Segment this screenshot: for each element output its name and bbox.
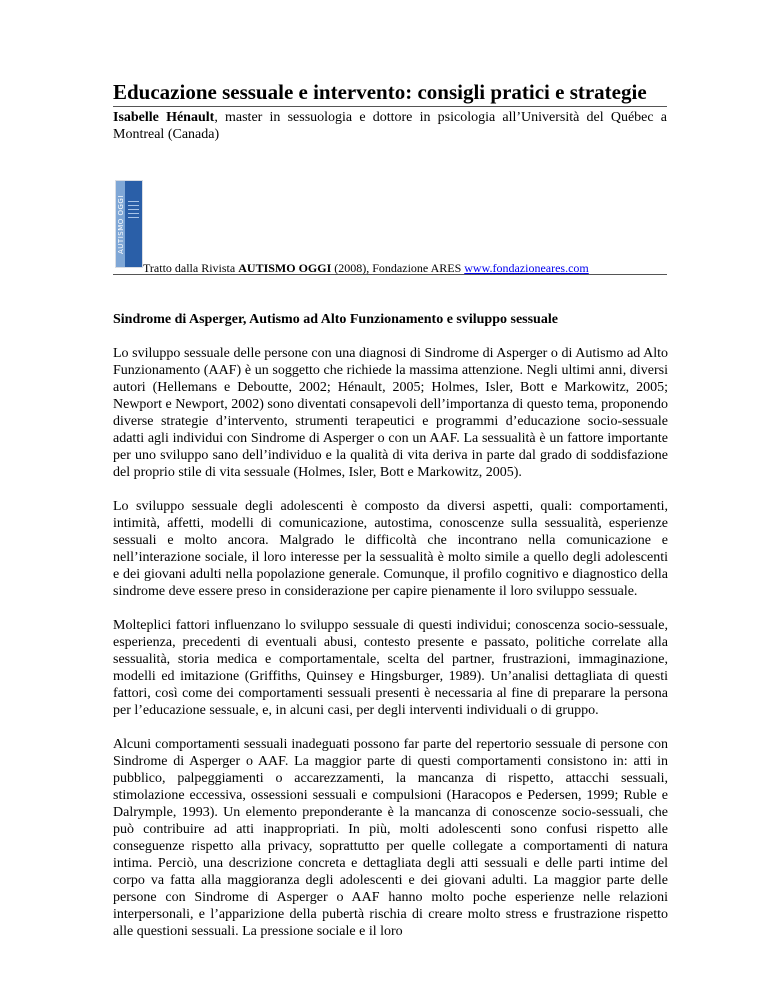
author-credentials: , master in sessuologia e dottore in psicologia all’Università del Québec a Montreal (Canada) xyxy=(113,110,667,142)
title-divider xyxy=(113,106,667,107)
section-heading: Sindrome di Asperger, Autismo ad Alto Funzionamento e sviluppo sessuale xyxy=(113,312,558,327)
author-line xyxy=(113,109,667,143)
source-link[interactable]: www.fondazioneares.com xyxy=(464,261,589,275)
paragraph: Lo sviluppo sessuale degli adolescenti è composto da diversi aspetti, quali: comportamenti, intimità, affetti, modelli di comunicazione, autostima, conoscenze sulla sessualità, esperienze sessuali e molto ancora. Malgrado le difficoltà che incontrano nella comunicazione e nell’interazione sociale, il loro interesse per la sessualità è molto simile a quello degli adolescenti e dei giovani adulti nella popolazione generale. Comunque, il profilo cognitivo e diagnostico della sindrome deve essere preso in considerazione per capire pienamente il loro sviluppo sessuale. xyxy=(113,499,668,599)
paragraph: Molteplici fattori influenzano lo sviluppo sessuale di questi individui; conoscenza socio-sessuale, esperienza, precedenti di eventuali abusi, contesto presente e passato, politiche correlate alla sessualità, storia medica e comportamentale, scelta del partner, frustrazioni, immaginazione, modelli ed imitazione (Griffiths, Quinsey e Hingsburger, 1989). Un’analisi dettagliata di questi fattori, così come dei comportamenti sessuali presenti è necessaria al fine di preparare la persona per l’educazione sessuale, e, in alcuni casi, per degli interventi individuali o di gruppo. xyxy=(113,618,668,718)
source-credit xyxy=(143,261,667,275)
body-text xyxy=(113,345,668,957)
header-divider xyxy=(113,274,667,275)
magazine-cover-image xyxy=(115,180,143,268)
author-name: Isabelle Hénault xyxy=(113,110,215,125)
paragraph: Lo sviluppo sessuale delle persone con una diagnosi di Sindrome di Asperger o di Autismo ad Alto Funzionamento (AAF) è un soggetto che richiede la massima attenzione. Negli ultimi anni, diversi autori (Hellemans e Deboutte, 2002; Hénault, 2005; Holmes, Isler, Bott e Markowitz, 2005; Newport e Newport, 2002) sono diventati consapevoli dell’importanza di questo tema, proponendo diverse strategie d’intervento, strumenti terapeutici e programmi d’educazione socio-sessuale adatti agli individui con Sindrome di Asperger o con un AAF. La sessualità è un fattore importante per uno sviluppo sano dell’individuo e la qualità di vita deriva in parte dal grado di soddisfazione del proprio stile di vita sessuale (Holmes, Isler, Bott e Markowitz, 2005). xyxy=(113,346,668,480)
source-suffix: (2008), Fondazione ARES xyxy=(331,261,465,275)
cover-logo-text: AUTISMO OGGI xyxy=(117,195,125,255)
cover-text-lines xyxy=(128,201,139,221)
document-title: Educazione sessuale e intervento: consigli pratici e strategie xyxy=(113,80,647,104)
source-magazine: AUTISMO OGGI xyxy=(238,261,332,275)
source-prefix: Tratto dalla Rivista xyxy=(143,261,239,275)
paragraph: Alcuni comportamenti sessuali inadeguati possono far parte del repertorio sessuale di persone con Sindrome di Asperger o AAF. La maggior parte di questi comportamenti consistono in: atti in pubblico, palpeggiamenti o accarezzamenti, la mancanza di rispetto, attacchi sessuali, stimolazione eccessiva, ossessioni sessuali e compulsioni (Haracopos e Pedersen, 1999; Ruble e Dalrymple, 1993). Un elemento preponderante è la mancanza di conoscenze socio-sessuali, che può contribuire ad atti inappropriati. In più, molti adolescenti sono confusi rispetto alle conseguenze rispetto alla privacy, soprattutto per quelle collegate a comportamenti di natura intima. Perciò, una descrizione concreta e dettagliata degli atti sessuali e delle parti intime del corpo va fatta alla maggioranza degli adolescenti e dei giovani adulti. La maggior parte delle persone con Sindrome di Asperger o AAF hanno molto poche esperienze nelle relazioni interpersonali, e l’apparizione della pubertà rischia di creare molto stress e frustrazione rispetto alle questioni sessuali. La pressione sociale e il loro xyxy=(113,737,668,939)
